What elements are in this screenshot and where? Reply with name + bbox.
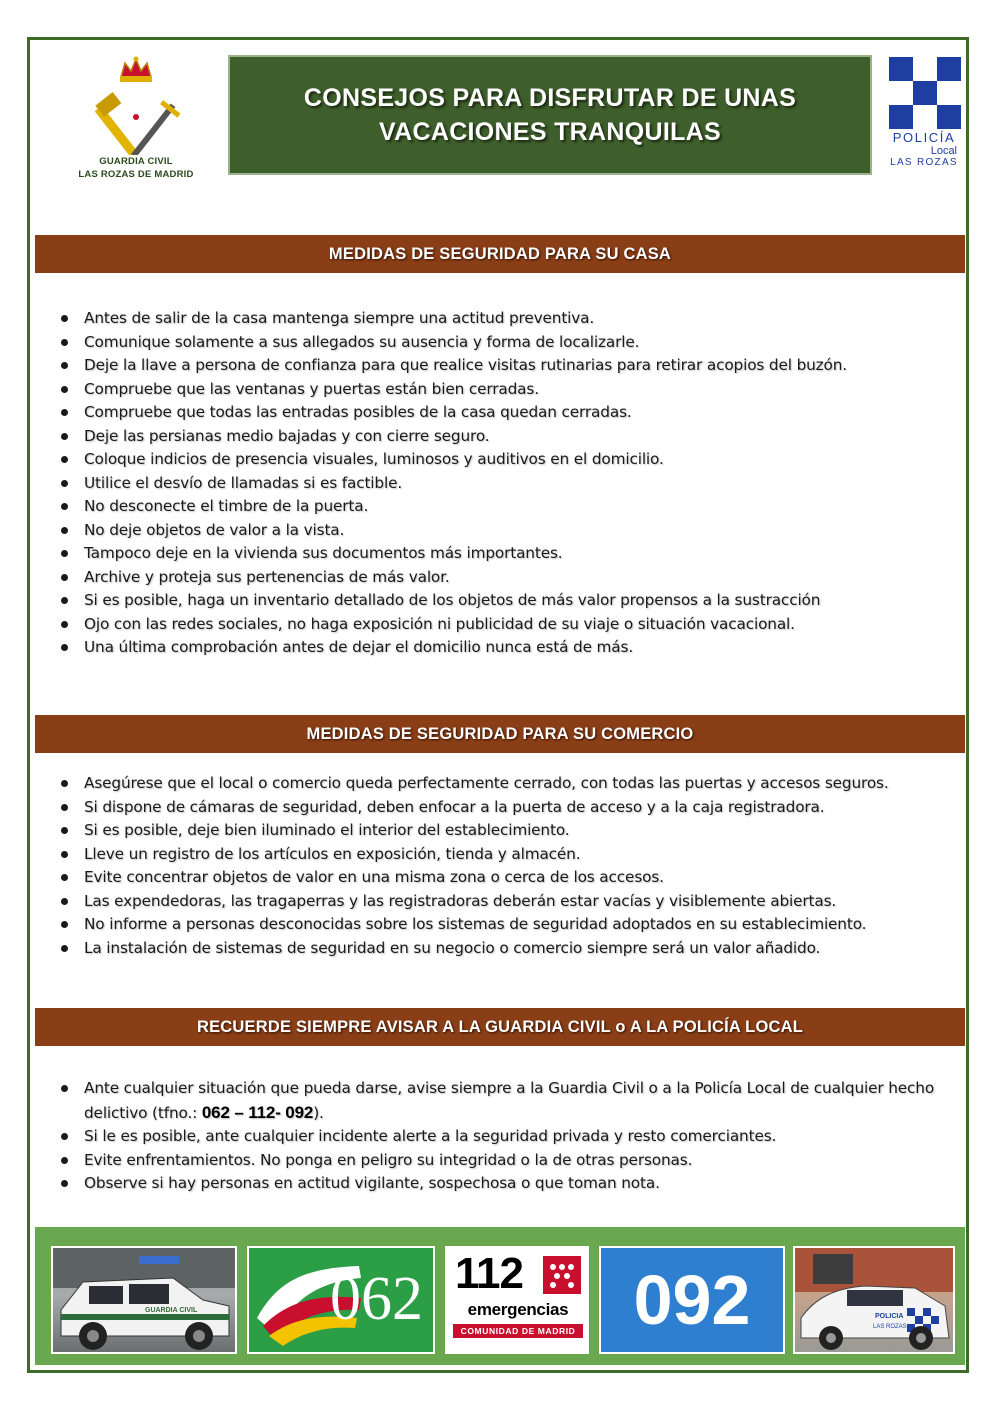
list-item: Evite concentrar objetos de valor en una misma zona o cerca de los accesos. bbox=[60, 866, 960, 890]
section-title-comercio: MEDIDAS DE SEGURIDAD PARA SU COMERCIO bbox=[35, 715, 965, 753]
logo-112 bbox=[445, 1246, 589, 1354]
comunidad-madrid-label: COMUNIDAD DE MADRID bbox=[453, 1324, 583, 1338]
list-item: La instalación de sistemas de seguridad en su negocio o comercio siempre será un valor añadido. bbox=[60, 937, 960, 961]
policia-logo-line-1: POLICÍA bbox=[892, 130, 956, 145]
list-item: Observe si hay personas en actitud vigilante, sospechosa o que toman nota. bbox=[60, 1172, 960, 1196]
guardia-civil-logo-line-1: GUARDIA CIVIL bbox=[99, 156, 173, 167]
list-item: Si es posible, haga un inventario detallado de los objetos de más valor propensos a la sustracción bbox=[60, 589, 960, 613]
list-item: Si dispone de cámaras de seguridad, deben enfocar a la puerta de acceso y a la caja registradora. bbox=[60, 796, 960, 820]
list-item: Utilice el desvío de llamadas si es factible. bbox=[60, 472, 960, 496]
car2-label-2: LAS ROZAS bbox=[873, 1324, 907, 1330]
list-item: Antes de salir de la casa mantenga siempre una actitud preventiva. bbox=[60, 307, 960, 331]
list-item: Deje las persianas medio bajadas y con cierre seguro. bbox=[60, 425, 960, 449]
list-item: Compruebe que las ventanas y puertas están bien cerradas. bbox=[60, 378, 960, 402]
logo-062 bbox=[247, 1246, 435, 1354]
list-item: Evite enfrentamientos. No ponga en peligro su integridad o la de otras personas. bbox=[60, 1149, 960, 1173]
policia-car-icon bbox=[795, 1248, 953, 1352]
guardia-civil-logo-line-2: LAS ROZAS DE MADRID bbox=[78, 169, 194, 180]
section-title-recuerde: RECUERDE SIEMPRE AVISAR A LA GUARDIA CIVIL o A LA POLICÍA LOCAL bbox=[35, 1008, 965, 1046]
policia-local-car-photo bbox=[793, 1246, 955, 1354]
list-item: Tampoco deje en la vivienda sus documentos más importantes. bbox=[60, 542, 960, 566]
car1-label: GUARDIA CIVIL bbox=[145, 1307, 198, 1314]
list-item: Ojo con las redes sociales, no haga exposición ni publicidad de su viaje o situación vacacional. bbox=[60, 613, 960, 637]
car2-label-1: POLICIA bbox=[875, 1313, 904, 1320]
guardia-civil-logo bbox=[66, 55, 206, 185]
list-item bbox=[60, 1077, 960, 1125]
page-title bbox=[228, 55, 872, 175]
list-item: No desconecte el timbre de la puerta. bbox=[60, 495, 960, 519]
policia-local-logo bbox=[885, 57, 963, 182]
policia-logo-line-2: Local bbox=[930, 145, 957, 157]
list-recuerde bbox=[60, 1077, 960, 1196]
list-comercio bbox=[60, 772, 960, 960]
list-item: No deje objetos de valor a la vista. bbox=[60, 519, 960, 543]
list-item: Lleve un registro de los artículos en exposición, tienda y almacén. bbox=[60, 843, 960, 867]
footer-band bbox=[35, 1227, 965, 1365]
page-title-line-1: CONSEJOS PARA DISFRUTAR DE UNAS bbox=[303, 84, 797, 112]
guardia-civil-car-photo bbox=[51, 1246, 237, 1354]
madrid-flag-icon bbox=[543, 1256, 581, 1294]
list-item: Si le es posible, ante cualquier incidente alerte a la seguridad privada y resto comerciantes. bbox=[60, 1125, 960, 1149]
logo-092 bbox=[599, 1246, 785, 1354]
list-casa bbox=[60, 307, 960, 660]
list-item: Si es posible, deje bien iluminado el interior del establecimiento. bbox=[60, 819, 960, 843]
list-item-text: Ante cualquier situación que pueda darse, avise siempre a la Guardia Civil o a la Policía Local de cualquier hecho delictivo (tfno.: bbox=[84, 1079, 935, 1122]
guardia-civil-car-icon bbox=[53, 1248, 235, 1352]
list-item: Compruebe que todas las entradas posibles de la casa quedan cerradas. bbox=[60, 401, 960, 425]
list-item: Una última comprobación antes de dejar el domicilio nunca está de más. bbox=[60, 636, 960, 660]
page-title-line-2: VACACIONES TRANQUILAS bbox=[379, 118, 721, 146]
number-092: 092 bbox=[633, 1261, 751, 1339]
list-item: Comunique solamente a sus allegados su ausencia y forma de localizarle. bbox=[60, 331, 960, 355]
emergency-phone-numbers: 062 – 112- 092 bbox=[201, 1102, 314, 1122]
list-item: Archive y proteja sus pertenencias de más valor. bbox=[60, 566, 960, 590]
list-item: Coloque indicios de presencia visuales, luminosos y auditivos en el domicilio. bbox=[60, 448, 960, 472]
number-062: 062 bbox=[330, 1265, 423, 1333]
policia-logo-line-3: LAS ROZAS bbox=[890, 157, 958, 168]
list-item: Deje la llave a persona de confianza para que realice visitas rutinarias para retirar acopios del buzón. bbox=[60, 354, 960, 378]
guardia-civil-emblem-icon bbox=[91, 55, 181, 155]
list-item: Asegúrese que el local o comercio queda perfectamente cerrado, con todas las puertas y accesos seguros. bbox=[60, 772, 960, 796]
emergencias-label: emergencias bbox=[467, 1300, 569, 1319]
section-title-casa: MEDIDAS DE SEGURIDAD PARA SU CASA bbox=[35, 235, 965, 273]
number-112: 112 bbox=[455, 1249, 523, 1298]
list-item: No informe a personas desconocidas sobre los sistemas de seguridad adoptados en su establecimiento. bbox=[60, 913, 960, 937]
policia-checker-icon bbox=[889, 57, 961, 129]
list-item-tail: ). bbox=[313, 1103, 324, 1122]
list-item: Las expendedoras, las tragaperras y las registradoras deberán estar vacías y visiblemente abiertas. bbox=[60, 890, 960, 914]
